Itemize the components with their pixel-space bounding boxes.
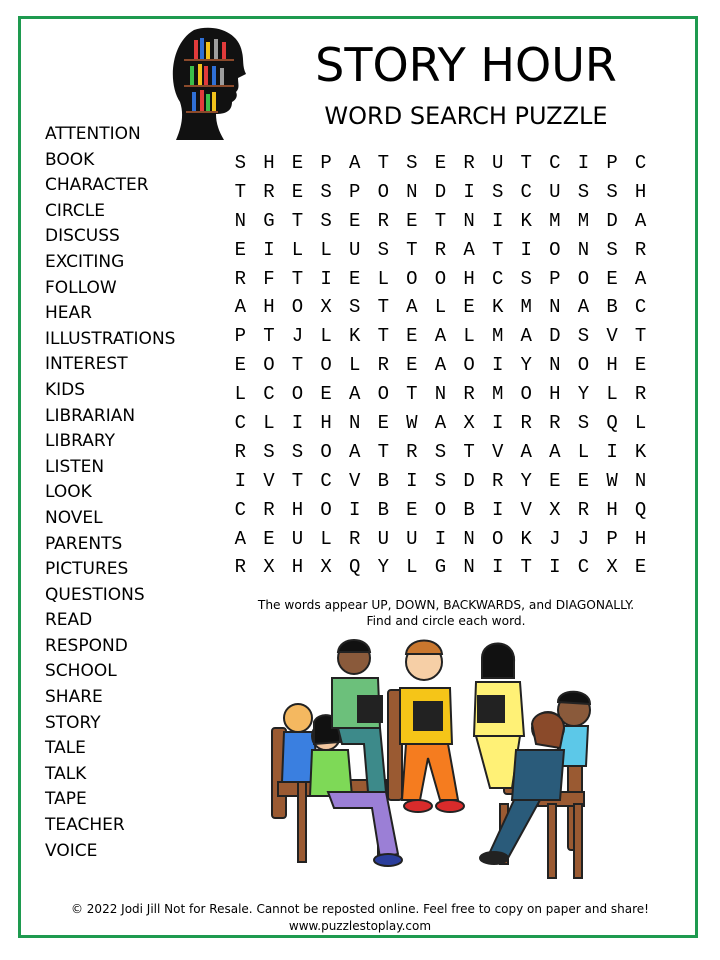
grid-letter[interactable]: F: [263, 267, 275, 290]
grid-letter[interactable]: E: [606, 267, 618, 290]
grid-letter[interactable]: R: [406, 440, 418, 463]
grid-letter[interactable]: L: [234, 383, 246, 406]
grid-letter[interactable]: O: [520, 383, 532, 406]
grid-letter[interactable]: C: [577, 556, 590, 579]
grid-letter[interactable]: P: [234, 325, 246, 348]
grid-letter[interactable]: H: [634, 527, 647, 550]
grid-row: [226, 265, 656, 294]
grid-letter[interactable]: I: [491, 498, 504, 521]
grid-letter[interactable]: A: [348, 383, 361, 406]
puzzle-title: STORY HOUR: [315, 38, 617, 92]
grid-letter[interactable]: S: [577, 180, 590, 203]
grid-letter[interactable]: E: [406, 498, 418, 521]
grid-letter[interactable]: M: [549, 209, 561, 232]
grid-letter[interactable]: K: [520, 527, 532, 550]
grid-letter[interactable]: S: [348, 296, 361, 319]
grid-letter[interactable]: T: [263, 325, 275, 348]
grid-letter[interactable]: A: [634, 209, 647, 232]
grid-letter[interactable]: M: [577, 209, 590, 232]
copyright-text: © 2022 Jodi Jill Not for Resale. Cannot be reposted online. Feel free to copy on paper and share!: [70, 902, 649, 916]
grid-letter[interactable]: Y: [577, 383, 590, 406]
grid-letter[interactable]: S: [377, 238, 389, 261]
grid-letter[interactable]: H: [291, 498, 304, 521]
grid-letter[interactable]: A: [348, 152, 361, 174]
grid-letter[interactable]: X: [320, 296, 332, 319]
grid-letter[interactable]: O: [577, 354, 590, 377]
grid-letter[interactable]: D: [549, 325, 561, 348]
grid-letter[interactable]: H: [320, 412, 332, 435]
word-list-item: PARENTS: [45, 533, 123, 554]
grid-letter[interactable]: H: [263, 152, 275, 174]
grid-letter[interactable]: U: [549, 180, 561, 203]
grid-letter[interactable]: R: [234, 556, 246, 579]
grid-letter[interactable]: T: [406, 383, 418, 406]
grid-letter[interactable]: T: [377, 325, 389, 348]
grid-letter[interactable]: S: [491, 180, 504, 203]
word-list-item: RESPOND: [45, 635, 128, 656]
word-list-item: ATTENTION: [45, 124, 141, 144]
grid-letter[interactable]: D: [434, 180, 447, 203]
grid-letter[interactable]: J: [577, 527, 590, 550]
grid-letter[interactable]: A: [634, 267, 647, 290]
grid-row: [226, 553, 656, 582]
grid-letter[interactable]: B: [377, 498, 389, 521]
grid-letter[interactable]: C: [234, 412, 246, 435]
grid-letter[interactable]: H: [606, 498, 618, 521]
grid-letter[interactable]: E: [406, 354, 418, 377]
grid-letter[interactable]: S: [577, 412, 590, 435]
grid-letter[interactable]: U: [377, 527, 389, 550]
grid-letter[interactable]: T: [491, 238, 504, 261]
grid-letter[interactable]: P: [606, 152, 618, 174]
word-list-item: QUESTIONS: [45, 584, 145, 605]
grid-letter[interactable]: G: [434, 556, 447, 579]
grid-letter[interactable]: N: [463, 556, 475, 579]
grid-letter[interactable]: V: [606, 325, 618, 348]
grid-letter[interactable]: L: [634, 412, 647, 435]
grid-letter[interactable]: Y: [377, 556, 389, 579]
grid-letter[interactable]: A: [520, 325, 532, 348]
word-list-item: LIBRARY: [45, 431, 116, 452]
grid-letter[interactable]: R: [491, 469, 504, 492]
grid-row: [226, 409, 656, 438]
grid-letter[interactable]: I: [320, 267, 332, 290]
grid-letter[interactable]: N: [463, 209, 475, 232]
grid-letter[interactable]: T: [234, 180, 246, 203]
grid-letter[interactable]: K: [348, 325, 361, 348]
grid-letter[interactable]: I: [549, 556, 561, 579]
grid-letter[interactable]: S: [263, 440, 275, 463]
website-url: www.puzzlestoplay.com: [288, 919, 432, 933]
grid-letter[interactable]: Y: [520, 469, 532, 492]
grid-letter[interactable]: R: [634, 238, 647, 261]
grid-letter[interactable]: S: [291, 440, 304, 463]
grid-letter[interactable]: I: [263, 238, 275, 261]
grid-letter[interactable]: S: [606, 180, 618, 203]
grid-letter[interactable]: I: [491, 412, 504, 435]
grid-letter[interactable]: E: [348, 209, 361, 232]
grid-letter[interactable]: L: [263, 412, 275, 435]
grid-letter[interactable]: H: [606, 354, 618, 377]
grid-letter[interactable]: O: [291, 383, 304, 406]
word-list-item: TEACHER: [45, 815, 125, 836]
grid-letter[interactable]: O: [377, 180, 389, 203]
grid-letter[interactable]: V: [263, 469, 275, 492]
grid-letter[interactable]: K: [491, 296, 504, 319]
grid-letter[interactable]: I: [520, 238, 532, 261]
grid-letter[interactable]: N: [549, 354, 561, 377]
grid-letter[interactable]: T: [463, 440, 475, 463]
grid-letter[interactable]: C: [520, 180, 532, 203]
grid-letter[interactable]: X: [606, 556, 618, 579]
grid-letter[interactable]: Q: [634, 498, 647, 521]
grid-letter[interactable]: O: [549, 238, 561, 261]
word-list-item: HEAR: [45, 303, 92, 324]
grid-letter[interactable]: E: [291, 152, 304, 174]
grid-letter[interactable]: P: [606, 527, 618, 550]
grid-letter[interactable]: M: [520, 296, 532, 319]
grid-letter[interactable]: H: [549, 383, 561, 406]
grid-letter[interactable]: O: [263, 354, 275, 377]
grid-letter[interactable]: R: [549, 412, 561, 435]
grid-letter[interactable]: O: [577, 267, 590, 290]
word-list-item: TAPE: [45, 789, 87, 810]
grid-row: [226, 380, 656, 409]
grid-letter[interactable]: S: [577, 325, 590, 348]
word-list-item: EXCITING: [45, 251, 125, 272]
grid-letter[interactable]: R: [377, 354, 389, 377]
grid-letter[interactable]: W: [406, 412, 418, 435]
grid-letter[interactable]: V: [520, 498, 532, 521]
footer: [30, 901, 690, 935]
grid-row: [226, 438, 656, 467]
grid-letter[interactable]: R: [463, 383, 475, 406]
grid-letter[interactable]: O: [434, 498, 447, 521]
word-list-item: BOOK: [45, 149, 95, 170]
grid-letter[interactable]: U: [348, 238, 361, 261]
grid-letter[interactable]: R: [577, 498, 590, 521]
word-list-item: CHARACTER: [45, 175, 149, 196]
grid-letter[interactable]: E: [577, 469, 590, 492]
grid-letter[interactable]: N: [634, 469, 647, 492]
grid-row: [226, 351, 656, 380]
grid-letter[interactable]: L: [577, 440, 590, 463]
grid-row: [226, 525, 656, 554]
grid-letter[interactable]: A: [434, 354, 447, 377]
grid-letter[interactable]: A: [434, 412, 447, 435]
grid-row: [226, 467, 656, 496]
grid-letter[interactable]: S: [520, 267, 532, 290]
grid-letter[interactable]: D: [463, 469, 475, 492]
grid-letter[interactable]: I: [463, 180, 475, 203]
grid-letter[interactable]: C: [634, 152, 647, 174]
grid-letter[interactable]: A: [406, 296, 418, 319]
grid-letter[interactable]: R: [463, 152, 475, 174]
grid-letter[interactable]: D: [606, 209, 618, 232]
grid-letter[interactable]: I: [406, 469, 418, 492]
grid-letter[interactable]: C: [263, 383, 275, 406]
grid-letter[interactable]: C: [320, 469, 332, 492]
grid-letter[interactable]: N: [348, 412, 361, 435]
grid-letter[interactable]: E: [434, 152, 447, 174]
grid-letter[interactable]: I: [577, 152, 590, 174]
grid-letter[interactable]: O: [491, 527, 504, 550]
word-list-item: FOLLOW: [45, 277, 117, 298]
grid-letter[interactable]: U: [406, 527, 418, 550]
grid-letter[interactable]: M: [491, 325, 504, 348]
grid-letter[interactable]: R: [520, 412, 532, 435]
word-list-item: TALE: [45, 738, 86, 759]
grid-row: [226, 322, 656, 351]
word-list-item: DISCUSS: [45, 226, 120, 247]
grid-row: [226, 236, 656, 265]
grid-letter[interactable]: T: [377, 152, 389, 174]
word-list-item: NOVEL: [45, 507, 103, 528]
grid-letter[interactable]: K: [520, 209, 532, 232]
grid-letter[interactable]: Q: [606, 412, 618, 435]
grid-letter[interactable]: A: [234, 527, 246, 550]
grid-letter[interactable]: X: [549, 498, 561, 521]
grid-row: [226, 293, 656, 322]
word-list-item: PICTURES: [45, 559, 129, 580]
word-list-item: VOICE: [45, 840, 98, 861]
grid-letter[interactable]: E: [234, 354, 246, 377]
grid-letter[interactable]: B: [377, 469, 389, 492]
grid-letter[interactable]: U: [291, 527, 304, 550]
puzzle-subtitle: WORD SEARCH PUZZLE: [324, 102, 608, 130]
grid-letter[interactable]: T: [520, 556, 532, 579]
grid-letter[interactable]: X: [263, 556, 275, 579]
grid-letter[interactable]: E: [320, 383, 332, 406]
grid-letter[interactable]: H: [291, 556, 304, 579]
grid-letter[interactable]: A: [434, 325, 447, 348]
grid-letter[interactable]: I: [348, 498, 361, 521]
grid-letter[interactable]: A: [577, 296, 590, 319]
grid-letter[interactable]: N: [549, 296, 561, 319]
grid-letter[interactable]: T: [377, 296, 389, 319]
word-list-item: LOOK: [45, 482, 92, 503]
grid-letter[interactable]: U: [491, 152, 504, 174]
grid-letter[interactable]: E: [549, 469, 561, 492]
grid-letter[interactable]: T: [291, 354, 304, 377]
grid-letter[interactable]: R: [234, 440, 246, 463]
grid-letter[interactable]: J: [291, 325, 304, 348]
grid-letter[interactable]: L: [463, 325, 475, 348]
grid-letter[interactable]: L: [377, 267, 389, 290]
grid-letter[interactable]: H: [463, 267, 475, 290]
grid-letter[interactable]: B: [606, 296, 618, 319]
grid-letter[interactable]: E: [463, 296, 475, 319]
grid-letter[interactable]: C: [491, 267, 504, 290]
grid-letter[interactable]: E: [634, 556, 647, 579]
grid-letter[interactable]: O: [291, 296, 304, 319]
grid-letter[interactable]: O: [463, 354, 475, 377]
grid-letter[interactable]: R: [377, 209, 389, 232]
grid-letter[interactable]: X: [320, 556, 332, 579]
grid-letter[interactable]: J: [549, 527, 561, 550]
word-list-item: KIDS: [45, 379, 86, 400]
grid-letter[interactable]: H: [263, 296, 275, 319]
grid-letter[interactable]: A: [520, 440, 532, 463]
word-list-item: INTEREST: [45, 354, 128, 375]
grid-letter[interactable]: A: [348, 440, 361, 463]
grid-letter[interactable]: E: [634, 354, 647, 377]
grid-row: [226, 496, 656, 525]
grid-letter[interactable]: E: [348, 267, 361, 290]
grid-letter[interactable]: I: [434, 527, 447, 550]
word-list: [45, 122, 205, 864]
grid-letter[interactable]: P: [348, 180, 361, 203]
word-list-item: LISTEN: [45, 456, 105, 477]
kids-reading-circle-illustration: [268, 632, 608, 884]
grid-letter[interactable]: M: [491, 383, 504, 406]
grid-letter[interactable]: G: [263, 209, 275, 232]
grid-letter[interactable]: O: [320, 498, 332, 521]
grid-letter[interactable]: P: [549, 267, 561, 290]
grid-letter[interactable]: T: [434, 209, 447, 232]
grid-row: [226, 178, 656, 207]
word-list-item: LIBRARIAN: [45, 405, 136, 426]
grid-letter[interactable]: V: [491, 440, 504, 463]
word-list-item: ILLUSTRATIONS: [45, 328, 176, 349]
instructions-line-1: The words appear UP, DOWN, BACKWARDS, and DIAGONALLY.: [257, 598, 635, 612]
grid-letter[interactable]: C: [634, 296, 647, 319]
grid-letter[interactable]: N: [434, 383, 447, 406]
grid-letter[interactable]: Y: [520, 354, 532, 377]
grid-letter[interactable]: N: [577, 238, 590, 261]
grid-letter[interactable]: H: [634, 180, 647, 203]
grid-letter[interactable]: N: [234, 209, 246, 232]
grid-letter[interactable]: E: [377, 412, 389, 435]
word-list-item: READ: [45, 610, 93, 631]
grid-row: [226, 149, 656, 178]
grid-letter[interactable]: L: [291, 238, 304, 261]
grid-letter[interactable]: O: [434, 267, 447, 290]
grid-letter[interactable]: C: [234, 498, 246, 521]
grid-letter[interactable]: O: [377, 383, 389, 406]
grid-letter[interactable]: A: [549, 440, 561, 463]
grid-letter[interactable]: E: [406, 209, 418, 232]
grid-letter[interactable]: I: [491, 556, 504, 579]
grid-letter[interactable]: L: [320, 325, 332, 348]
grid-letter[interactable]: R: [263, 180, 275, 203]
grid-letter[interactable]: T: [377, 440, 389, 463]
grid-letter[interactable]: O: [320, 440, 332, 463]
grid-letter[interactable]: N: [406, 180, 418, 203]
grid-letter[interactable]: S: [606, 238, 618, 261]
instructions: [236, 597, 656, 629]
grid-letter[interactable]: E: [234, 238, 246, 261]
instructions-line-2: Find and circle each word.: [366, 614, 526, 628]
grid-letter[interactable]: E: [263, 527, 275, 550]
grid-letter[interactable]: S: [434, 440, 447, 463]
grid-letter[interactable]: K: [634, 440, 647, 463]
grid-letter[interactable]: T: [520, 152, 532, 174]
grid-letter[interactable]: L: [348, 354, 361, 377]
grid-letter[interactable]: B: [463, 498, 475, 521]
grid-letter[interactable]: Q: [348, 556, 361, 579]
grid-row: [226, 207, 656, 236]
grid-letter[interactable]: O: [320, 354, 332, 377]
grid-letter[interactable]: T: [634, 325, 647, 348]
grid-letter[interactable]: I: [291, 412, 304, 435]
word-list-item: STORY: [45, 712, 101, 733]
grid-letter[interactable]: R: [434, 238, 447, 261]
grid-letter[interactable]: E: [291, 180, 304, 203]
grid-letter[interactable]: S: [320, 209, 332, 232]
grid-letter[interactable]: I: [491, 209, 504, 232]
grid-letter[interactable]: L: [320, 238, 332, 261]
grid-letter[interactable]: N: [463, 527, 475, 550]
grid-letter[interactable]: T: [291, 267, 304, 290]
grid-letter[interactable]: T: [291, 209, 304, 232]
grid-letter[interactable]: I: [491, 354, 504, 377]
grid-letter[interactable]: S: [234, 152, 246, 174]
grid-letter[interactable]: W: [606, 469, 618, 492]
word-list-item: CIRCLE: [45, 200, 105, 221]
grid-letter[interactable]: L: [406, 556, 418, 579]
grid-letter[interactable]: X: [463, 412, 475, 435]
word-list-item: TALK: [45, 763, 87, 784]
grid-letter[interactable]: L: [606, 383, 618, 406]
grid-letter[interactable]: E: [406, 325, 418, 348]
grid-letter[interactable]: C: [549, 152, 561, 174]
word-list-item: SHARE: [45, 687, 103, 708]
grid-letter[interactable]: L: [434, 296, 447, 319]
grid-letter[interactable]: R: [348, 527, 361, 550]
grid-letter[interactable]: T: [291, 469, 304, 492]
grid-letter[interactable]: T: [406, 238, 418, 261]
grid-letter[interactable]: A: [234, 296, 246, 319]
grid-letter[interactable]: L: [320, 527, 332, 550]
letter-grid: [226, 149, 656, 582]
grid-letter[interactable]: R: [234, 267, 246, 290]
grid-letter[interactable]: S: [320, 180, 332, 203]
grid-letter[interactable]: A: [463, 238, 475, 261]
grid-letter[interactable]: S: [406, 152, 418, 174]
grid-letter[interactable]: V: [348, 469, 361, 492]
grid-letter[interactable]: R: [634, 383, 647, 406]
grid-letter[interactable]: S: [434, 469, 447, 492]
grid-letter[interactable]: P: [320, 152, 332, 174]
grid-letter[interactable]: R: [263, 498, 275, 521]
word-list-item: SCHOOL: [45, 661, 117, 682]
grid-letter[interactable]: I: [234, 469, 246, 492]
grid-letter[interactable]: O: [406, 267, 418, 290]
grid-letter[interactable]: I: [606, 440, 618, 463]
